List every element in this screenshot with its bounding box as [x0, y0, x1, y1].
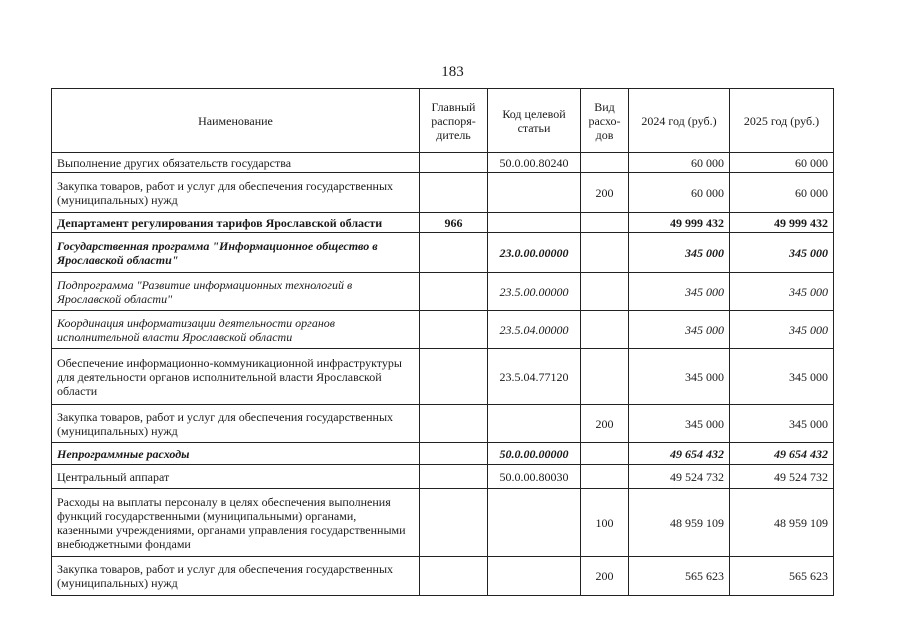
table-row — [52, 153, 834, 173]
row-name: Обеспечение информационно-коммуникационной инфраструктуры для деятельности органов исполнительной власти Ярославской области — [52, 349, 420, 405]
row-2025: 49 999 432 — [730, 213, 834, 233]
table-row — [52, 557, 834, 596]
table-row — [52, 173, 834, 213]
page-number: 183 — [441, 64, 464, 80]
row-code — [488, 405, 581, 443]
row-code — [488, 213, 581, 233]
row-name: Государственная программа "Информационное общество в Ярославской области" — [52, 233, 420, 273]
row-2025: 345 000 — [730, 273, 834, 311]
row-2025: 48 959 109 — [730, 489, 834, 557]
row-admin — [420, 311, 488, 349]
table-row — [52, 311, 834, 349]
table-row — [52, 489, 834, 557]
row-name: Выполнение других обязательств государства — [52, 153, 420, 173]
row-name: Закупка товаров, работ и услуг для обеспечения государственных (муниципальных) нужд — [52, 405, 420, 443]
row-name: Координация информатизации деятельности органов исполнительной власти Ярославской области — [52, 311, 420, 349]
row-admin — [420, 557, 488, 596]
header-name: Наименование — [52, 89, 420, 153]
row-type — [581, 213, 629, 233]
row-admin — [420, 443, 488, 465]
row-name: Непрограммные расходы — [52, 443, 420, 465]
row-code: 23.5.00.00000 — [488, 273, 581, 311]
row-type — [581, 465, 629, 489]
header-2024: 2024 год (руб.) — [629, 89, 730, 153]
row-admin: 966 — [420, 213, 488, 233]
row-name: Подпрограмма "Развитие информационных технологий в Ярославской области" — [52, 273, 420, 311]
row-2024: 345 000 — [629, 233, 730, 273]
row-name: Закупка товаров, работ и услуг для обеспечения государственных (муниципальных) нужд — [52, 173, 420, 213]
row-code: 23.5.04.77120 — [488, 349, 581, 405]
row-admin — [420, 153, 488, 173]
row-2024: 345 000 — [629, 273, 730, 311]
row-code — [488, 173, 581, 213]
row-2024: 48 959 109 — [629, 489, 730, 557]
budget-table — [51, 88, 834, 596]
row-2025: 60 000 — [730, 173, 834, 213]
table-row — [52, 465, 834, 489]
row-code — [488, 489, 581, 557]
row-code: 23.5.04.00000 — [488, 311, 581, 349]
row-2025: 345 000 — [730, 233, 834, 273]
row-2024: 345 000 — [629, 311, 730, 349]
table-row — [52, 349, 834, 405]
header-2025: 2025 год (руб.) — [730, 89, 834, 153]
row-2025: 565 623 — [730, 557, 834, 596]
header-expense-type: Вид расхо-дов — [581, 89, 629, 153]
row-admin — [420, 489, 488, 557]
table-row — [52, 233, 834, 273]
row-2025: 60 000 — [730, 153, 834, 173]
row-type: 200 — [581, 405, 629, 443]
row-type: 100 — [581, 489, 629, 557]
row-2024: 49 999 432 — [629, 213, 730, 233]
row-name: Департамент регулирования тарифов Ярославской области — [52, 213, 420, 233]
row-2024: 49 654 432 — [629, 443, 730, 465]
row-admin — [420, 173, 488, 213]
row-2024: 345 000 — [629, 405, 730, 443]
row-code: 23.0.00.00000 — [488, 233, 581, 273]
table-row — [52, 273, 834, 311]
row-code: 50.0.00.80030 — [488, 465, 581, 489]
row-2024: 345 000 — [629, 349, 730, 405]
row-name: Закупка товаров, работ и услуг для обеспечения государственных (муниципальных) нужд — [52, 557, 420, 596]
row-type — [581, 153, 629, 173]
row-type — [581, 349, 629, 405]
row-2024: 60 000 — [629, 173, 730, 213]
table-row — [52, 213, 834, 233]
row-admin — [420, 349, 488, 405]
row-type: 200 — [581, 173, 629, 213]
row-type — [581, 443, 629, 465]
row-type: 200 — [581, 557, 629, 596]
row-name: Центральный аппарат — [52, 465, 420, 489]
header-main-admin: Главный распоря-дитель — [420, 89, 488, 153]
row-type — [581, 233, 629, 273]
row-type — [581, 311, 629, 349]
row-2025: 49 524 732 — [730, 465, 834, 489]
row-2025: 345 000 — [730, 311, 834, 349]
row-code: 50.0.00.00000 — [488, 443, 581, 465]
row-admin — [420, 405, 488, 443]
row-2024: 49 524 732 — [629, 465, 730, 489]
row-name: Расходы на выплаты персоналу в целях обеспечения выполнения функций государственными (муниципальными) органами, казенными учреждениями, органами управления государственными внебюджетными фондами — [52, 489, 420, 557]
header-target-code: Код целевой статьи — [488, 89, 581, 153]
row-2025: 345 000 — [730, 349, 834, 405]
row-admin — [420, 273, 488, 311]
row-type — [581, 273, 629, 311]
row-code — [488, 557, 581, 596]
row-2025: 49 654 432 — [730, 443, 834, 465]
row-2025: 345 000 — [730, 405, 834, 443]
row-2024: 60 000 — [629, 153, 730, 173]
table-row — [52, 405, 834, 443]
row-2024: 565 623 — [629, 557, 730, 596]
row-admin — [420, 233, 488, 273]
table-header-row — [52, 89, 834, 153]
row-code: 50.0.00.80240 — [488, 153, 581, 173]
table-row — [52, 443, 834, 465]
row-admin — [420, 465, 488, 489]
